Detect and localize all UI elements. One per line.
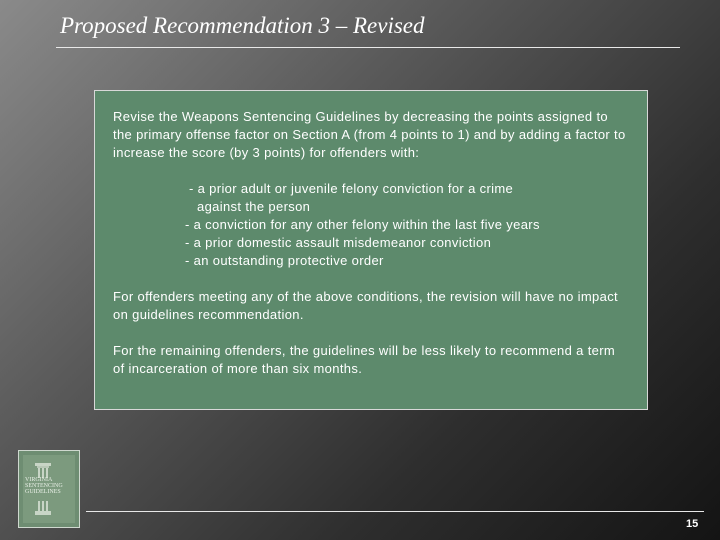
condition-list [113,180,629,270]
condition-text-continued: against the person [197,199,311,214]
condition-text: - a prior domestic assault misdemeanor conviction [185,235,492,250]
intro-paragraph: Revise the Weapons Sentencing Guidelines by decreasing the points assigned to the primary offense factor on Section A (from 4 points to 1) and by adding a factor to increase the score (by 3 points) for offenders with: [113,109,626,160]
logo-text-line: VIRGINIA [25,477,53,483]
page-number: 15 [686,518,699,530]
guidelines-logo [18,450,80,528]
logo-panel [23,455,75,523]
condition-item [185,234,629,252]
logo-text-line: GUIDELINES [25,489,61,495]
recommendation-box [94,90,648,410]
condition-item [185,216,629,234]
footer-divider [86,511,704,512]
condition-item [185,180,629,216]
condition-text: - a conviction for any other felony within the last five years [185,217,540,232]
logo-text-line: SENTENCING [25,483,63,489]
slide-title: Proposed Recommendation 3 – Revised [60,13,425,38]
condition-text: - a prior adult or juvenile felony conviction for a crime [189,181,514,196]
logo-text [25,477,73,495]
remaining-paragraph: For the remaining offenders, the guidelines will be less likely to recommend a term of incarceration of more than six months. [113,343,616,376]
title-divider [56,47,680,48]
condition-item [185,252,629,270]
impact-paragraph: For offenders meeting any of the above conditions, the revision will have no impact on guidelines recommendation. [113,289,619,322]
condition-text: - an outstanding protective order [185,253,384,268]
